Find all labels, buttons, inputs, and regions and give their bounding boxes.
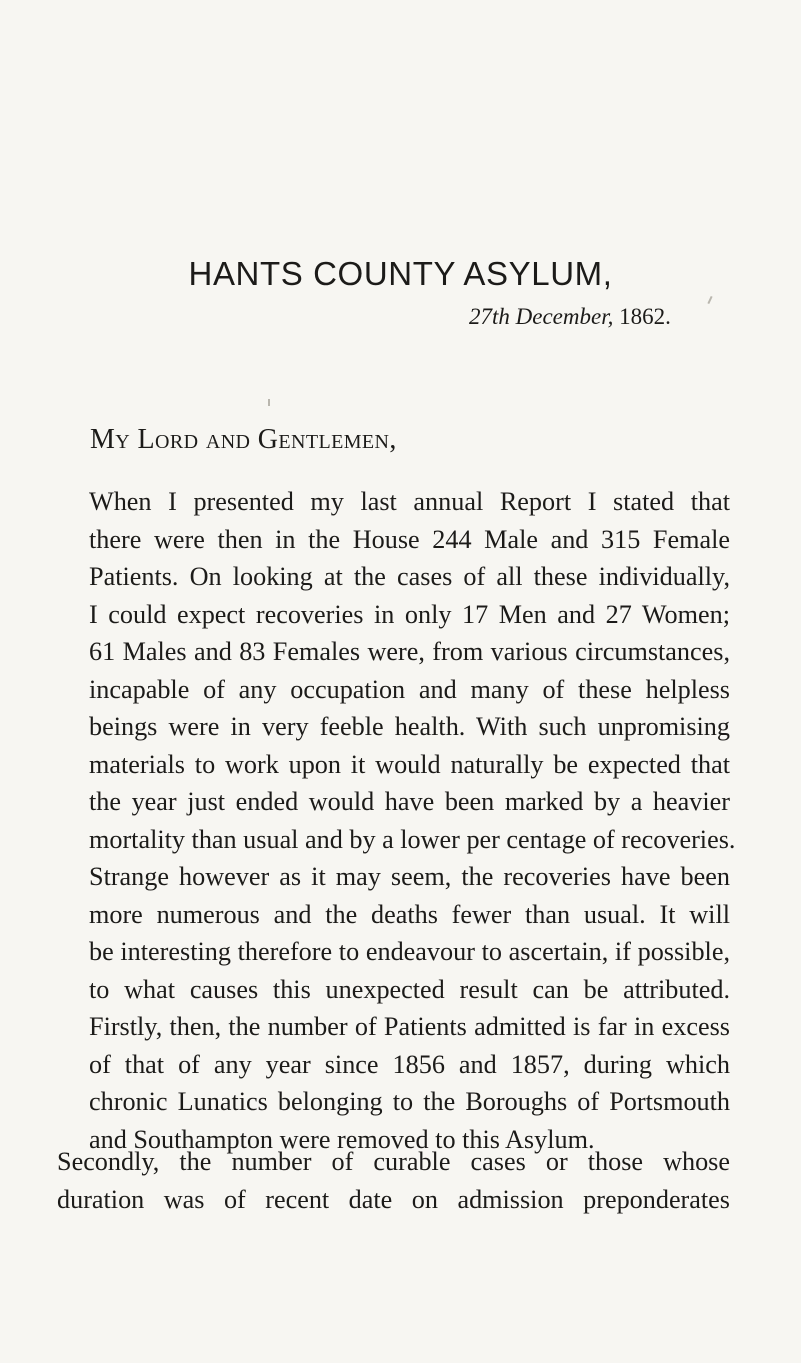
text-line: of that of any year since 1856 and 1857, during which bbox=[89, 1049, 730, 1079]
text-line: mortality than usual and by a lower per centage of recoveries. bbox=[89, 824, 736, 854]
paragraph-2 bbox=[57, 1143, 730, 1218]
text-line: Strange however as it may seem, the recoveries have been bbox=[89, 862, 730, 891]
text-line: more numerous and the deaths fewer than usual. It will bbox=[89, 899, 730, 929]
text-line: When I presented my last annual Report I stated that bbox=[89, 487, 730, 516]
paragraph-1 bbox=[57, 483, 736, 1158]
paper-speck bbox=[268, 399, 270, 406]
text-line: incapable of any occupation and many of these helpless bbox=[89, 674, 730, 704]
text-line: and Southampton were removed to this Asylum. bbox=[89, 1124, 595, 1154]
text-line: Patients. On looking at the cases of all these individually, bbox=[89, 562, 730, 591]
text-line: be interesting therefore to endeavour to ascertain, if possible, bbox=[89, 937, 730, 966]
text-line: chronic Lunatics belonging to the Boroughs of Portsmouth bbox=[89, 1087, 730, 1116]
date-text: 27th December, bbox=[469, 304, 614, 329]
text-line: duration was of recent date on admission preponderates bbox=[57, 1184, 730, 1214]
text-line: Firstly, then, the number of Patients admitted is far in excess bbox=[89, 1012, 730, 1041]
salutation: My Lord and Gentlemen, bbox=[90, 424, 397, 455]
paper-speck bbox=[707, 296, 712, 304]
year-text: 1862. bbox=[619, 304, 671, 329]
text-line: the year just ended would have been marked by a heavier bbox=[89, 787, 730, 816]
text-line: materials to work upon it would naturally be expected that bbox=[89, 749, 730, 779]
document-heading: HANTS COUNTY ASYLUM, bbox=[188, 255, 613, 292]
text-line: Secondly, the number of curable cases or those whose bbox=[57, 1147, 730, 1176]
dateline bbox=[469, 302, 671, 332]
text-line: to what causes this unexpected result can be attributed. bbox=[89, 974, 730, 1004]
text-line: 61 Males and 83 Females were, from various circumstances, bbox=[89, 637, 730, 666]
text-line: beings were in very feeble health. With such unpromising bbox=[89, 712, 730, 741]
text-line: there were then in the House 244 Male and 315 Female bbox=[89, 524, 730, 554]
text-line: I could expect recoveries in only 17 Men and 27 Women; bbox=[89, 599, 730, 629]
